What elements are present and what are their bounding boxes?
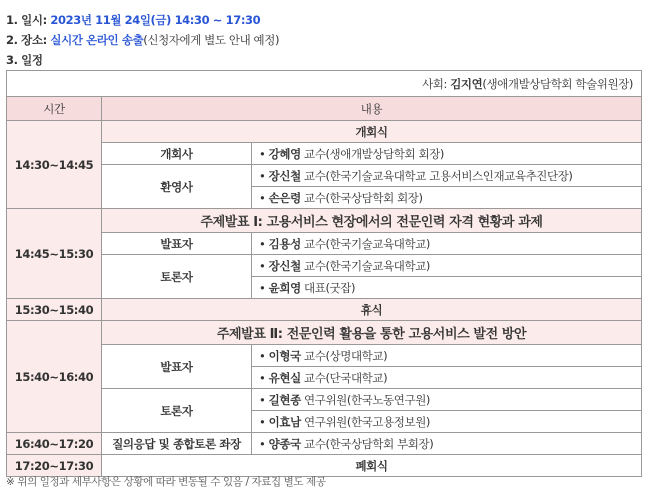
section-title: 폐회식 xyxy=(102,455,642,477)
table-row xyxy=(7,389,642,411)
person-cell: • 강혜영 교수(생애개발상담학회 회장) xyxy=(252,143,642,165)
person-cell: • 윤희영 대표(굿잡) xyxy=(252,277,642,299)
section-title: 주제발표 Ⅱ: 전문인력 활용을 통한 고용서비스 발전 방안 xyxy=(102,321,642,345)
table-row xyxy=(7,121,642,143)
time-cell: 15:40~16:40 xyxy=(7,321,102,433)
header-content: 내용 xyxy=(102,97,642,121)
table-row xyxy=(7,165,642,187)
time-cell: 15:30~15:40 xyxy=(7,299,102,321)
header-time: 시간 xyxy=(7,97,102,121)
time-cell: 14:30~14:45 xyxy=(7,121,102,209)
header-row xyxy=(7,97,642,121)
table-row xyxy=(7,345,642,367)
person-cell: • 손은령 교수(한국상담학회 회장) xyxy=(252,187,642,209)
footnote: ※ 위의 일정과 세부사항은 상황에 따라 변동될 수 있음 / 자료집 별도 제공 xyxy=(6,476,326,488)
table-row xyxy=(7,209,642,233)
place-line: 2. 장소: 실시간 온라인 송출(신청자에게 별도 안내 예정) xyxy=(6,33,280,47)
moderator-name: 김지연 xyxy=(450,76,483,91)
section-title: 휴식 xyxy=(102,299,642,321)
table-row xyxy=(7,255,642,277)
time-cell: 16:40~17:20 xyxy=(7,433,102,455)
info-block xyxy=(0,10,650,70)
date-value: 2023년 11월 24일(금) 14:30 ~ 17:30 xyxy=(50,13,261,27)
table-row xyxy=(7,433,642,455)
role-cell: 개회사 xyxy=(102,143,252,165)
role-cell: 발표자 xyxy=(102,233,252,255)
role-cell: 토론자 xyxy=(102,255,252,299)
person-cell: • 이효남 연구위원(한국고용정보원) xyxy=(252,411,642,433)
schedule-label: 3. 일정 xyxy=(6,53,43,67)
person-cell: • 유현실 교수(단국대학교) xyxy=(252,367,642,389)
role-cell: 환영사 xyxy=(102,165,252,209)
table-row xyxy=(7,321,642,345)
schedule-table xyxy=(6,70,642,477)
person-cell: • 이형국 교수(상명대학교) xyxy=(252,345,642,367)
person-cell: • 장신철 교수(한국기술교육대학교 고용서비스인재교육추진단장) xyxy=(252,165,642,187)
time-cell: 17:20~17:30 xyxy=(7,455,102,477)
section-title: 주제발표 Ⅰ: 고용서비스 현장에서의 전문인력 자격 현황과 과제 xyxy=(102,209,642,233)
table-row xyxy=(7,299,642,321)
table-row xyxy=(7,143,642,165)
table-row xyxy=(7,233,642,255)
date-line: 1. 일시: 2023년 11월 24일(금) 14:30 ~ 17:30 xyxy=(6,13,261,27)
moderator-row: 사회: 김지연(생애개발상담학회 학술위원장) xyxy=(7,71,642,97)
person-cell: • 길현종 연구위원(한국노동연구원) xyxy=(252,389,642,411)
section-title: 개회식 xyxy=(102,121,642,143)
person-cell: • 장신철 교수(한국기술교육대학교) xyxy=(252,255,642,277)
place-value: 실시간 온라인 송출 xyxy=(50,33,144,47)
time-cell: 14:45~15:30 xyxy=(7,209,102,299)
person-cell: • 양종국 교수(한국상담학회 부회장) xyxy=(252,433,642,455)
role-cell: 발표자 xyxy=(102,345,252,389)
person-cell: • 김용성 교수(한국기술교육대학교) xyxy=(252,233,642,255)
role-cell: 질의응답 및 종합토론 좌장 xyxy=(102,433,252,455)
role-cell: 토론자 xyxy=(102,389,252,433)
